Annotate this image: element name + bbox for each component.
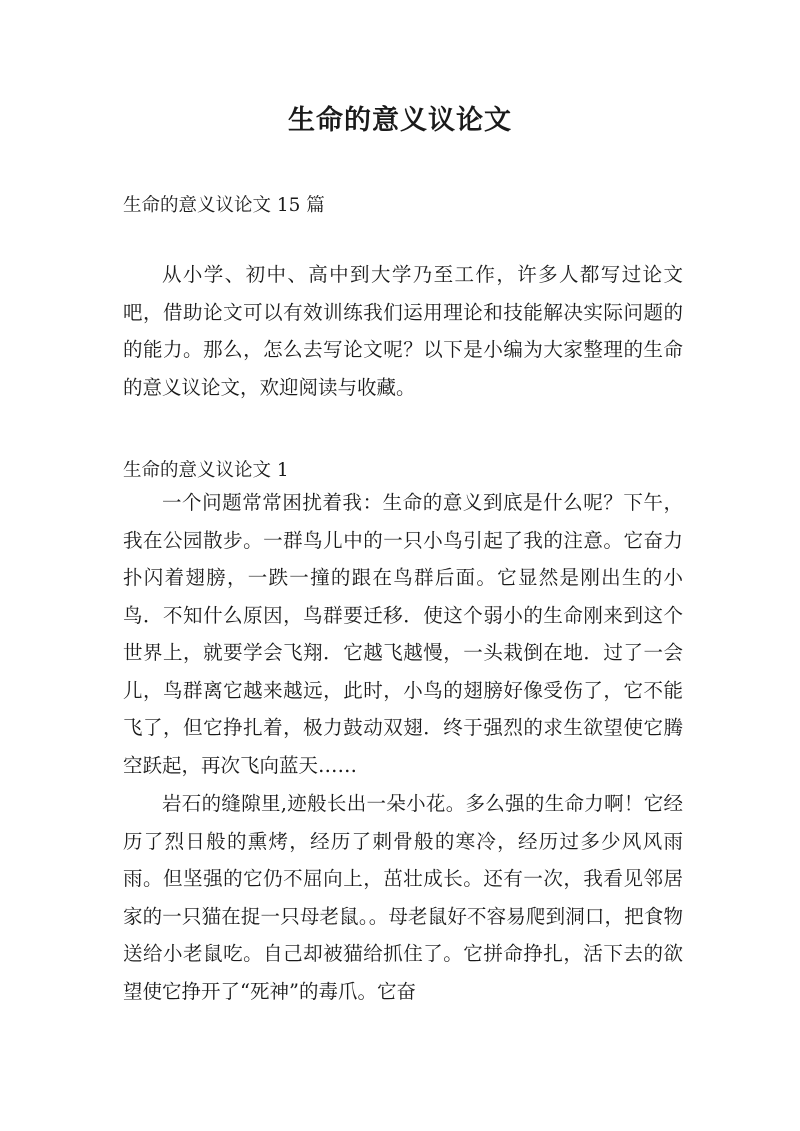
intro-paragraph: 从小学、初中、高中到大学乃至工作，许多人都写过论文吧，借助论文可以有效训练我们运用理论和技能解决实际问题的的能力。那么，怎么去写论文呢？以下是小编为大家整理的生命的意义议论文，欢迎阅读与收藏。 [123,263,683,399]
section-paragraph-1: 一个问题常常困扰着我：生命的意义到底是什么呢？下午，我在公园散步。一群鸟儿中的一只小鸟引起了我的注意。它奋力扑闪着翅膀，一跌一撞的跟在鸟群后面。它显然是刚出生的小鸟．不知什么原因，鸟群要迁移．使这个弱小的生命刚来到这个世界上，就要学会飞翔．它越飞越慢，一头栽倒在地．过了一会儿，鸟群离它越来越远，此时，小鸟的翅膀好像受伤了，它不能飞了，但它挣扎着，极力鼓动双翅．终于强烈的求生欲望使它腾空跃起，再次飞向蓝天…… [123,491,683,777]
section-paragraph-2: 岩石的缝隙里,迹般长出一朵小花。多么强的生命力啊！它经历了烈日般的熏烤，经历了刺骨般的寒冷，经历过多少风风雨雨。但坚强的它仍不屈向上，茁壮成长。还有一次，我看见邻居家的一只猫在捉一只母老鼠。。母老鼠好不容易爬到洞口，把食物送给小老鼠吃。自己却被猫给抓住了。它拼命挣扎，活下去的欲望使它挣开了“死神”的毒爪。它奋 [123,792,683,1003]
document-title: 生命的意义议论文 [288,105,512,136]
document-subtitle: 生命的意义议论文 15 篇 [123,195,325,216]
section-heading: 生命的意义议论文 1 [123,460,289,481]
